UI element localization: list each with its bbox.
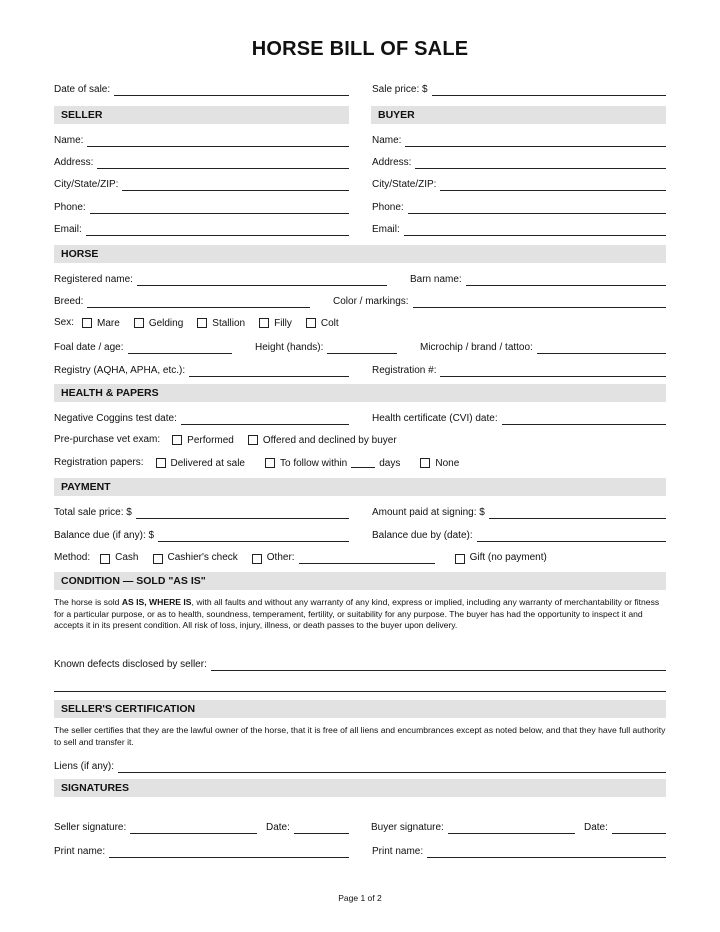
other-checkbox[interactable] [252, 554, 262, 564]
breed-label: Breed: [54, 296, 84, 307]
barn-name-line[interactable] [466, 274, 666, 286]
seller-address-field[interactable] [54, 157, 349, 169]
sex-colt-option[interactable] [306, 318, 339, 329]
buyer-print-name-line[interactable] [427, 846, 666, 858]
name-row [54, 131, 666, 147]
vet-declined-checkbox[interactable] [248, 435, 258, 445]
vet-declined-option[interactable] [248, 435, 397, 446]
date-price-row [54, 80, 666, 96]
buyer-address-field[interactable] [372, 157, 666, 169]
foal-date-label: Foal date / age: [54, 342, 124, 353]
buyer-signature-label: Buyer signature: [371, 822, 444, 833]
page-number: Page 1 of 2 [338, 893, 382, 903]
seller-address-line[interactable] [97, 157, 349, 169]
vet-exam-row [54, 432, 666, 448]
sex-stallion-option[interactable] [197, 318, 245, 329]
signatures-section-header: SIGNATURES [54, 779, 666, 797]
vet-declined-label: Offered and declined by buyer [262, 434, 397, 446]
email-row [54, 220, 666, 236]
papers-delivered-checkbox[interactable] [156, 458, 166, 468]
total-price-line[interactable] [136, 507, 349, 519]
buyer-date-line[interactable] [612, 822, 666, 834]
buyer-city-label: City/State/ZIP: [372, 179, 437, 190]
vet-performed-option[interactable] [172, 435, 234, 446]
gelding-checkbox[interactable] [134, 318, 144, 328]
date-of-sale-field[interactable] [54, 84, 349, 96]
cash-checkbox[interactable] [100, 554, 110, 564]
papers-delivered-option[interactable] [156, 458, 245, 469]
seller-name-line[interactable] [87, 135, 349, 147]
balance-due-by-label: Balance due by (date): [372, 530, 473, 541]
buyer-city-field[interactable] [372, 179, 666, 191]
coggins-field[interactable] [54, 413, 349, 425]
cvi-line[interactable] [502, 413, 666, 425]
papers-follow-option[interactable] [265, 458, 400, 469]
seller-phone-field[interactable] [54, 202, 349, 214]
color-markings-field[interactable] [333, 296, 666, 308]
liens-row [54, 757, 666, 773]
buyer-date-label: Date: [584, 822, 608, 833]
cvi-label: Health certificate (CVI) date: [372, 413, 498, 424]
registry-field[interactable] [54, 365, 349, 377]
buyer-phone-label: Phone: [372, 202, 404, 213]
defects-field[interactable] [54, 659, 666, 671]
seller-name-label: Name: [54, 135, 84, 146]
buyer-city-line[interactable] [440, 179, 666, 191]
defects-extra-line[interactable] [54, 691, 666, 692]
sex-mare-option[interactable] [82, 318, 120, 329]
liens-field[interactable] [54, 761, 666, 773]
certification-paragraph: The seller certifies that they are the lawful owner of the horse, that it is free of all liens and encumbrances except as noted below, and that they have full authority to sell and transfer it. [54, 725, 666, 747]
total-price-row [54, 503, 666, 519]
filly-label: Filly [274, 317, 292, 329]
barn-name-field[interactable] [410, 274, 666, 286]
colt-checkbox[interactable] [306, 318, 316, 328]
gift-label: Gift (no payment) [469, 552, 547, 563]
balance-due-by-line[interactable] [477, 530, 666, 542]
height-line[interactable] [327, 342, 397, 354]
sex-filly-option[interactable] [259, 318, 292, 329]
sale-price-label: Sale price: $ [372, 84, 428, 95]
buyer-name-line[interactable] [405, 135, 666, 147]
buyer-email-field[interactable] [372, 224, 666, 236]
registration-number-line[interactable] [440, 365, 666, 377]
seller-signature-line[interactable] [130, 822, 257, 834]
sex-label: Sex: [54, 317, 75, 328]
buyer-address-label: Address: [372, 157, 412, 168]
sale-price-field[interactable] [372, 84, 666, 96]
certification-section-header: SELLER'S CERTIFICATION [54, 700, 666, 718]
mare-checkbox[interactable] [82, 318, 92, 328]
papers-delivered-label: Delivered at sale [170, 457, 245, 469]
foal-date-line[interactable] [128, 342, 233, 354]
barn-name-label: Barn name: [410, 274, 462, 285]
as-is-text-post: , with all faults and without any warranty of any kind, express or implied, including any warranty of merchantability or fitness for a particular purpose, or as to health, soundness, temperament, fertility, or suitability for any purpose. The buyer has had the opportunity to inspect it and accepts it in its present condition. All risk of loss, injury, illness, or death passes to the buyer upon delivery. [54, 597, 660, 631]
seller-email-label: Email: [54, 224, 82, 235]
registered-name-label: Registered name: [54, 274, 133, 285]
balance-due-field[interactable] [54, 530, 349, 542]
bill-of-sale-page [54, 0, 666, 932]
method-row [54, 548, 666, 564]
cashiers-check-label: Cashier's check [167, 552, 238, 563]
registered-name-line[interactable] [137, 274, 387, 286]
total-price-field[interactable] [54, 507, 349, 519]
defects-label: Known defects disclosed by seller: [54, 659, 207, 670]
vet-performed-label: Performed [187, 434, 234, 446]
address-row [54, 153, 666, 169]
vet-exam-label: Pre-purchase vet exam: [54, 434, 161, 445]
phone-row [54, 198, 666, 214]
gift-option[interactable] [455, 552, 547, 564]
foal-height-row [54, 338, 666, 354]
coggins-row [54, 409, 666, 425]
balance-due-by-field[interactable] [372, 530, 666, 542]
buyer-name-field[interactable] [372, 135, 666, 147]
seller-date-line[interactable] [294, 822, 349, 834]
condition-section-header: CONDITION — SOLD "AS IS" [54, 572, 666, 590]
sex-row [54, 315, 666, 331]
color-markings-line[interactable] [413, 296, 666, 308]
registration-number-field[interactable] [372, 365, 666, 377]
gift-checkbox[interactable] [455, 554, 465, 564]
seller-address-label: Address: [54, 157, 94, 168]
gelding-label: Gelding [148, 317, 184, 329]
buyer-section-header: BUYER [371, 106, 666, 124]
buyer-email-line[interactable] [404, 224, 666, 236]
colt-label: Colt [320, 317, 339, 329]
papers-days-blank[interactable] [351, 459, 375, 468]
seller-phone-label: Phone: [54, 202, 86, 213]
defects-line[interactable] [211, 659, 666, 671]
cashiers-check-checkbox[interactable] [153, 554, 163, 564]
as-is-paragraph [54, 597, 666, 632]
mare-label: Mare [97, 317, 120, 329]
foal-date-field[interactable] [54, 342, 232, 354]
buyer-email-label: Email: [372, 224, 400, 235]
horse-section-header: HORSE [54, 245, 666, 263]
registry-label: Registry (AQHA, APHA, etc.): [54, 365, 186, 376]
coggins-label: Negative Coggins test date: [54, 413, 177, 424]
registry-row [54, 361, 666, 377]
seller-print-name-label: Print name: [54, 846, 106, 857]
paid-at-signing-field[interactable] [372, 507, 666, 519]
balance-row [54, 526, 666, 542]
papers-none-option[interactable] [420, 458, 459, 469]
seller-section-header: SELLER [54, 106, 349, 124]
buyer-signature-line[interactable] [448, 822, 575, 834]
liens-label: Liens (if any): [54, 761, 115, 772]
as-is-text-bold: AS IS, WHERE IS [121, 597, 192, 607]
cash-option[interactable] [100, 552, 138, 564]
filly-checkbox[interactable] [259, 318, 269, 328]
papers-follow-label: To follow within [279, 457, 348, 469]
seller-print-name-line[interactable] [109, 846, 349, 858]
signature-row [54, 818, 666, 834]
as-is-text-pre: The horse is sold [54, 597, 122, 607]
seller-date-field[interactable] [266, 822, 349, 834]
papers-none-label: None [435, 457, 460, 469]
seller-city-field[interactable] [54, 179, 349, 191]
breed-line[interactable] [87, 296, 310, 308]
paid-at-signing-line[interactable] [489, 507, 666, 519]
registry-line[interactable] [189, 365, 349, 377]
papers-row [54, 455, 666, 471]
buyer-signature-field[interactable] [371, 822, 575, 834]
liens-line[interactable] [118, 761, 666, 773]
papers-days-label: days [379, 457, 401, 469]
microchip-label: Microchip / brand / tattoo: [420, 342, 533, 353]
stallion-label: Stallion [212, 317, 246, 329]
other-label: Other: [266, 552, 295, 563]
cashiers-check-option[interactable] [153, 552, 238, 564]
seller-email-field[interactable] [54, 224, 349, 236]
microchip-line[interactable] [537, 342, 666, 354]
buyer-print-name-field[interactable] [372, 846, 666, 858]
page-title: HORSE BILL OF SALE [251, 38, 469, 60]
height-label: Height (hands): [255, 342, 324, 353]
sale-price-line[interactable] [432, 84, 666, 96]
height-field[interactable] [255, 342, 397, 354]
paid-at-signing-label: Amount paid at signing: $ [372, 507, 485, 518]
papers-none-checkbox[interactable] [420, 458, 430, 468]
cvi-field[interactable] [372, 413, 666, 425]
papers-label: Registration papers: [54, 457, 144, 468]
seller-signature-field[interactable] [54, 822, 257, 834]
defects-row [54, 655, 666, 671]
breed-row [54, 292, 666, 308]
color-markings-label: Color / markings: [333, 296, 409, 307]
registered-name-field[interactable] [54, 274, 387, 286]
other-option[interactable] [252, 552, 435, 564]
seller-name-field[interactable] [54, 135, 349, 147]
breed-field[interactable] [54, 296, 310, 308]
buyer-name-label: Name: [372, 135, 402, 146]
papers-follow-checkbox[interactable] [265, 458, 275, 468]
balance-due-label: Balance due (if any): $ [54, 530, 155, 541]
cash-label: Cash [115, 552, 139, 563]
seller-signature-label: Seller signature: [54, 822, 127, 833]
other-line[interactable] [299, 552, 435, 564]
registration-number-label: Registration #: [372, 365, 437, 376]
sex-gelding-option[interactable] [134, 318, 183, 329]
total-price-label: Total sale price: $ [54, 507, 132, 518]
city-row [54, 175, 666, 191]
buyer-phone-line[interactable] [408, 202, 666, 214]
buyer-address-line[interactable] [415, 157, 666, 169]
buyer-phone-field[interactable] [372, 202, 666, 214]
date-of-sale-label: Date of sale: [54, 84, 111, 95]
payment-section-header: PAYMENT [54, 478, 666, 496]
health-section-header: HEALTH & PAPERS [54, 384, 666, 402]
date-of-sale-line[interactable] [114, 84, 349, 96]
seller-city-label: City/State/ZIP: [54, 179, 119, 190]
microchip-field[interactable] [420, 342, 666, 354]
seller-print-name-field[interactable] [54, 846, 349, 858]
coggins-line[interactable] [181, 413, 349, 425]
seller-city-line[interactable] [122, 179, 349, 191]
seller-email-line[interactable] [86, 224, 349, 236]
buyer-date-field[interactable] [584, 822, 666, 834]
seller-phone-line[interactable] [90, 202, 349, 214]
horse-name-row [54, 270, 666, 286]
stallion-checkbox[interactable] [197, 318, 207, 328]
seller-date-label: Date: [266, 822, 290, 833]
print-name-row [54, 842, 666, 858]
method-label: Method: [54, 552, 91, 563]
vet-performed-checkbox[interactable] [172, 435, 182, 445]
buyer-print-name-label: Print name: [372, 846, 424, 857]
balance-due-line[interactable] [158, 530, 349, 542]
